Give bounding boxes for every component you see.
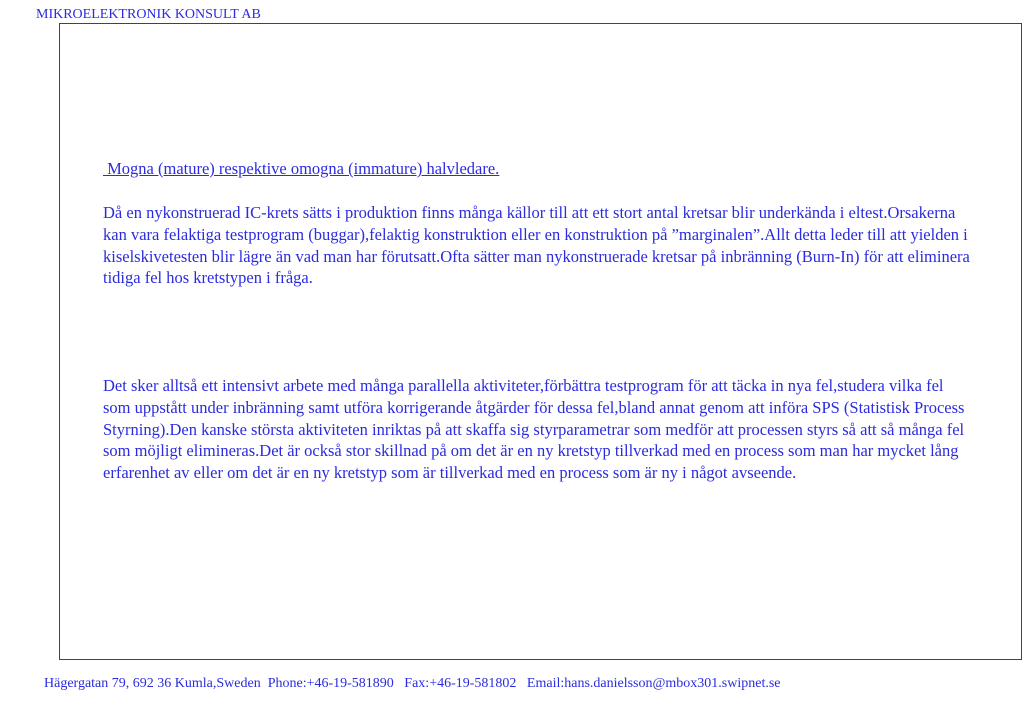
body-paragraph-2: Det sker alltså ett intensivt arbete med många parallella aktiviteter,förbättra testprogram för att täcka in nya fel,studera vilka fel som uppstått under inbränning samt utföra korrigerande åtgärder för dessa fel,bland annat genom att införa SPS (Statistisk Process Styrning).Den kanske största aktiviteten inriktas på att skaffa sig styrparametrar som medför att processen styrs så att så många fel som möjligt elimineras.Det är också stor skillnad på om det är en ny kretstyp tillverkad med en process som man har mycket lång erfarenhet av eller om det är en ny kretstyp som är tillverkad med en process som är ny i något avseende.	[103, 376, 965, 483]
slide-frame	[59, 23, 1022, 660]
company-name: MIKROELEKTRONIK KONSULT AB	[36, 7, 261, 22]
body-paragraph-1: Då en nykonstruerad IC-krets sätts i produktion finns många källor till att ett stort antal kretsar blir underkända i eltest.Orsakerna kan vara felaktiga testprogram (buggar),felaktig konstruktion eller en konstruktion på ”marginalen”.Allt detta leder till att yielden i kiselskivetesten blir lägre än vad man har förutsatt.Ofta sätter man nykonstruerade kretsar på inbränning (Burn-In) för att eliminera tidiga fel hos kretstypen i fråga.	[103, 203, 970, 288]
footer-contact: Hägergatan 79, 692 36 Kumla,Sweden Phone:+46-19-581890 Fax:+46-19-581802 Email:hans.danielsson@mbox301.swipnet.se	[44, 676, 781, 691]
slide-title: Mogna (mature) respektive omogna (immature) halvledare.	[103, 159, 500, 178]
